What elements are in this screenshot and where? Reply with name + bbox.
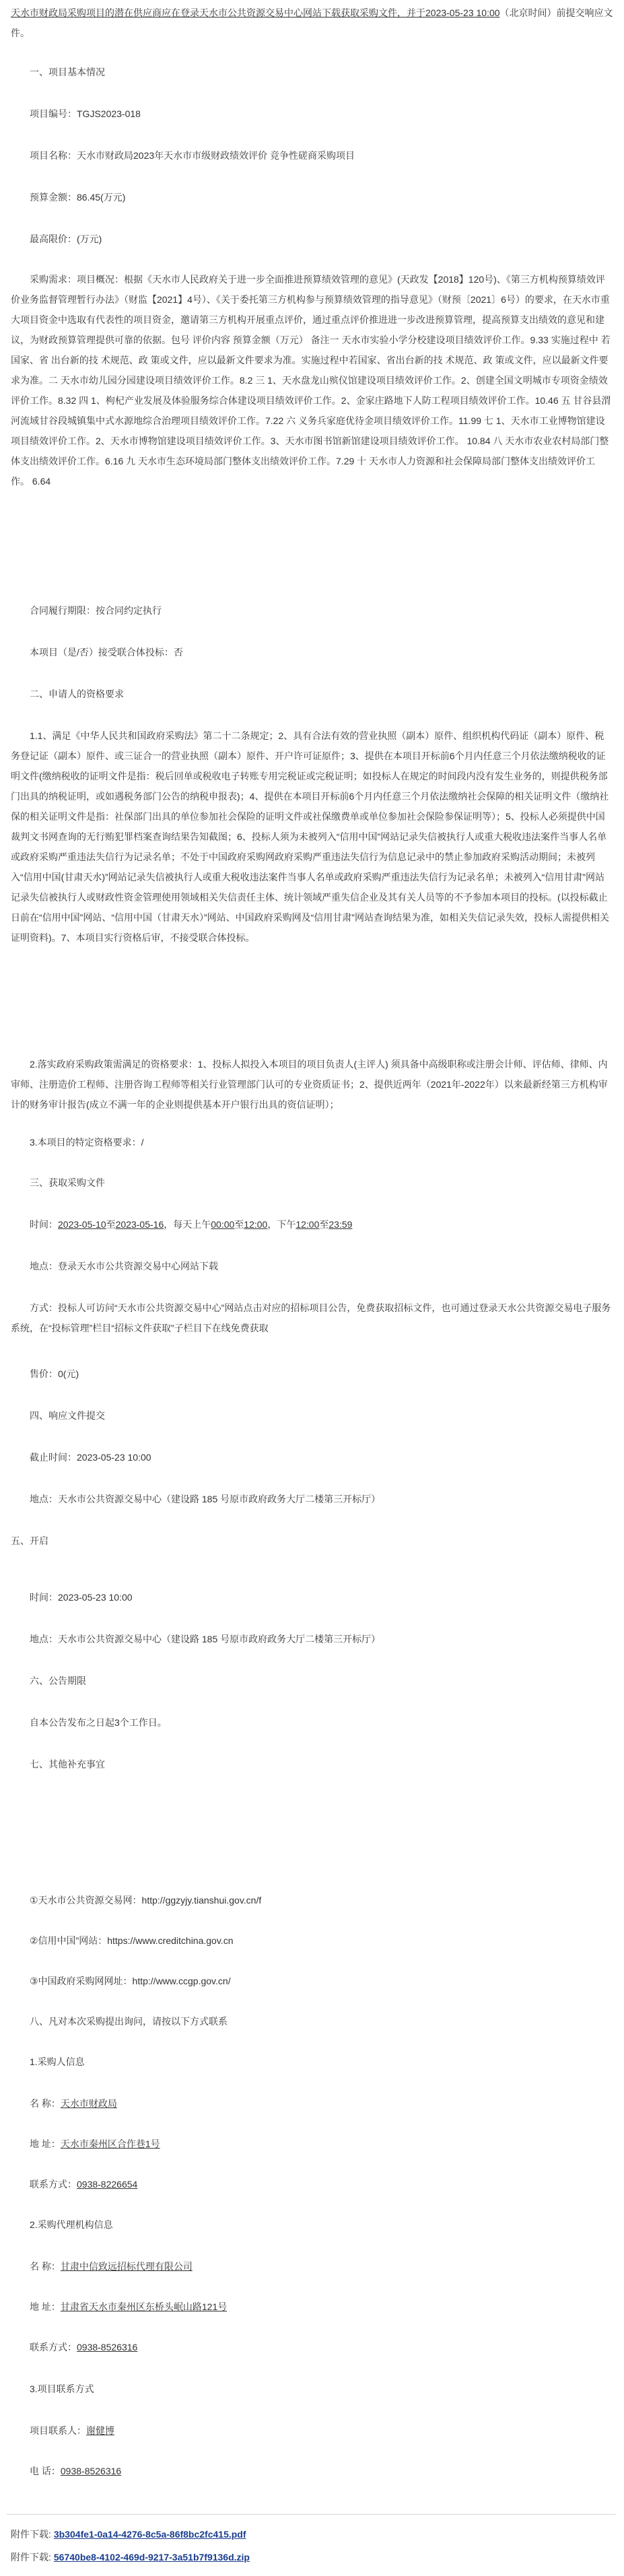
attachment-row-2 bbox=[11, 2547, 250, 2567]
time-label: 时间： bbox=[30, 1219, 58, 1230]
time-to: 2023-05-16 bbox=[115, 1219, 164, 1230]
procurement-demand: 采购需求：项目概况：根据《天水市人民政府关于进一步全面推进预算绩效管理的意见》(天政发【2018】120号)、《第三方机构预算绩效评价业务监督管理暂行办法》（财监【2021】4号）、《关于委托第三方机构参与预算绩效管理的指导意见》（财预〔2021〕6号）的要求，在天水市重大项目资金中选取有代表性的项目资金，邀请第三方机构开展重点评价，通过重点评价推进进一步改进预算管理，提高预算支出绩效的意见和建议，为财政预算管理提供可靠的依据。包号 评价内容 预算金额（万元） 备注一 天水市实验小学分校建设项目绩效评价工作。9.33 实施过程中 若国家、省 出台新的技 术规范、政 策或文件，应以最新文件要求为准。实施过程中若国家、省出台新的技 术规范、政 策或文件，应以最新文件要求为准。二 天水市幼儿园分园建设项目绩效评价工作。8.2 三 1、天水盘龙山殡仪馆建设项目绩效评价工作。2、创建全国文明城市专项资金绩效评价工作。8.32 四 1、枸杞产业发展及体验服务综合体建设项目绩效评价工作。2、金家庄路地下人防工程项目绩效评价工作。10.46 五 甘谷县渭河流域甘谷段城镇集中式水源地综合治理项目绩效评价工作。7.22 六 义务兵家庭优待金项目绩效评价工作。11.99 七 1、天水市工业博物馆建设项目绩效评价工作。2、天水市博物馆建设项目绩效评价工作。3、天水市图书馆新馆建设项目绩效评价工作。 10.84 八 天水市农业农村局部门整体支出绩效评价工作。6.16 九 天水市生态环境局部门整体支出绩效评价工作。7.29 十 天水市人力资源和社会保障局部门整体支出绩效评价工作。 6.64 bbox=[11, 274, 611, 487]
am-to: 12:00 bbox=[244, 1219, 268, 1230]
buyer-addr-row bbox=[11, 2134, 613, 2154]
agency-name: 甘肃中信致远招标代理有限公司 bbox=[60, 2261, 193, 2272]
agency-addr-label: 地 址： bbox=[30, 2301, 61, 2312]
buyer-name-row bbox=[11, 2093, 613, 2114]
link-ccgp[interactable]: ③中国政府采购网网址：http://www.ccgp.gov.cn/ bbox=[30, 1976, 231, 1986]
requirement-2: 2.落实政府采购政策需满足的资格要求：1、投标人拟投入本项目的项目负责人(主评人) 须具备中高级职称或注册会计师、评估师、律师、内审师、注册造价工程师、注册咨询工程师等相关行业管理部门认可的专业资质证书；2、提供近两年（2021年-2022年）以来最新经第三方机构审计的财务审计报告(成立不满一年的企业则提供基本开户银行出具的资信证明）； bbox=[11, 1059, 608, 1110]
contact-person-label: 项目联系人： bbox=[30, 2425, 86, 2436]
agency-heading: 2.采购代理机构信息 bbox=[30, 2219, 113, 2230]
pm-from: 12:00 bbox=[296, 1219, 320, 1230]
time-daily: ，每天上午 bbox=[164, 1219, 211, 1230]
section-5-heading: 五、开启 bbox=[11, 1535, 48, 1546]
attachment-label: 附件下载: bbox=[11, 2552, 51, 2563]
acquire-place: 地点：登录天水市公共资源交易中心网站下载 bbox=[30, 1261, 218, 1272]
buyer-name: 天水市财政局 bbox=[60, 2098, 117, 2109]
agency-phone-label: 联系方式： bbox=[30, 2342, 77, 2353]
am-from: 00:00 bbox=[211, 1219, 235, 1230]
open-time: 时间：2023-05-23 10:00 bbox=[30, 1592, 133, 1603]
pm-to: 23:59 bbox=[328, 1219, 353, 1230]
section-4-heading: 四、响应文件提交 bbox=[30, 1410, 105, 1421]
budget-amount: 预算金额：86.45(万元) bbox=[30, 192, 126, 203]
section-8-heading: 八、凡对本次采购提出询问，请按以下方式联系 bbox=[30, 2016, 228, 2027]
agency-phone-row bbox=[11, 2337, 613, 2357]
link-tianshui[interactable]: ①天水市公共资源交易网：http://ggzyjy.tianshui.gov.cn/f bbox=[30, 1895, 262, 1906]
project-name: 项目名称：天水市财政局2023年天水市市级财政绩效评价 竞争性磋商采购项目 bbox=[30, 150, 355, 161]
contact-heading: 3.项目联系方式 bbox=[30, 2383, 94, 2394]
attachment-link-pdf[interactable]: 3b304fe1-0a14-4276-8c5a-86f8bc2fc415.pdf bbox=[53, 2529, 246, 2540]
section-6-heading: 六、公告期限 bbox=[30, 1675, 86, 1686]
intro-paragraph bbox=[11, 3, 613, 43]
section-3-heading: 三、获取采购文件 bbox=[30, 1177, 105, 1188]
buyer-phone: 0938-8226654 bbox=[77, 2179, 138, 2190]
contract-period: 合同履行期限：按合同约定执行 bbox=[30, 605, 162, 616]
time-from: 2023-05-10 bbox=[58, 1219, 106, 1230]
open-place: 地点：天水市公共资源交易中心（建设路 185 号原市政府政务大厅二楼第三开标厅） bbox=[30, 1634, 381, 1644]
consortium-info: 本项目（是/否）接受联合体投标：否 bbox=[30, 647, 183, 658]
contact-person-row bbox=[11, 2421, 613, 2441]
buyer-addr-label: 地 址： bbox=[30, 2138, 61, 2149]
attachment-link-zip[interactable]: 56740be8-4102-469d-9217-3a51b7f9136d.zip bbox=[53, 2552, 250, 2563]
section-7-heading: 七、其他补充事宜 bbox=[30, 1759, 105, 1770]
agency-addr: 甘肃省天水市秦州区东桥头岷山路121号 bbox=[60, 2301, 228, 2312]
buyer-heading: 1.采购人信息 bbox=[30, 2056, 85, 2067]
contact-person: 谢健博 bbox=[86, 2425, 114, 2436]
agency-addr-row bbox=[11, 2297, 613, 2317]
submit-deadline: 截止时间：2023-05-23 10:00 bbox=[30, 1452, 151, 1463]
agency-name-label: 名 称： bbox=[30, 2261, 61, 2272]
pm-label: ，下午 bbox=[267, 1219, 296, 1230]
max-price: 最高限价：(万元) bbox=[30, 234, 102, 244]
requirement-1: 1.1、满足《中华人民共和国政府采购法》第二十二条规定；2、具有合法有效的营业执照（副本）原件、组织机构代码证（副本）原件、税务登记证（副本）原件、或三证合一的营业执照（副本）原件、开户许可证原件；3、提供在本项目开标前6个月内任意三个月依法缴纳税收的证明文件(缴纳税收的证明文件是指：税后回单或税收电子转账专用完税证或完税证明；如投标人在规定的时间段内没有发生业务的，则提供税务部门出具的纳税证明，或如遇税务部门公告的纳税申报表)；4、提供在本项目开标前6个月内任意三个月依法缴纳社会保障的相关证明文件（缴纳社保的相关证明文件是指：社保部门出具的单位参加社会保险的证明文件或社保缴费单或单位参加社会保险参保证明等）；5、投标人必须提供中国裁判文书网查询的无行贿犯罪档案查询结果告知截图；6、投标人须为未被列入“信用中国”网站记录失信被执行人或重大税收违法案件当事人名单或政府采购严重违法失信行为记录名单；不处于中国政府采购网政府采购严重违法失信行为信息记录中的禁止参加政府采购活动期间；未被列入“信用中国(甘肃天水)”网站记录失信被执行人或重大税收违法案件当事人名单或政府采购严重违法失信行为记录名单；未被列入“信用甘肃”网站记录失信被执行人或财政性资金管理使用领域相关失信责任主体、统计领域严重失信企业及其有关人员等的不予参加本项目的投标。(以投标截止日前在“信用中国”网站、“信用中国（甘肃天水）”网站、中国政府采购网及“信用甘肃”网站查询结果为准，如相关失信记录失效，投标人需提供相关证明资料)。7、本项目实行资格后审，不接受联合体投标。 bbox=[11, 730, 609, 943]
contact-phone-row bbox=[11, 2461, 613, 2481]
notice-period: 自本公告发布之日起3个工作日。 bbox=[30, 1717, 167, 1728]
intro-text-end: （北京时间）前提交响应文件。 bbox=[11, 7, 613, 38]
buyer-addr: 天水市秦州区合作巷1号 bbox=[60, 2138, 160, 2149]
intro-text: 天水市财政局采购项目的潜在供应商应在登录天水市公共资源交易中心网站下载获取采购文件，并于 bbox=[11, 7, 425, 18]
buyer-phone-label: 联系方式： bbox=[30, 2179, 77, 2190]
pm-sep: 至 bbox=[319, 1219, 329, 1230]
section-2-heading: 二、申请人的资格要求 bbox=[30, 689, 124, 699]
link-creditchina[interactable]: ②信用中国”网站：https://www.creditchina.gov.cn bbox=[30, 1935, 234, 1946]
acquire-time bbox=[11, 1214, 613, 1234]
section-1-heading: 一、项目基本情况 bbox=[30, 67, 105, 77]
document-price: 售价：0(元) bbox=[30, 1368, 79, 1379]
attachment-label: 附件下载: bbox=[11, 2529, 51, 2540]
contact-phone-label: 电 话： bbox=[30, 2466, 61, 2476]
agency-phone: 0938-8526316 bbox=[77, 2342, 138, 2353]
buyer-name-label: 名 称： bbox=[30, 2098, 61, 2109]
requirement-3: 3.本项目的特定资格要求：/ bbox=[30, 1137, 144, 1148]
project-number: 项目编号：TGJS2023-018 bbox=[30, 108, 141, 119]
submit-place: 地点：天水市公共资源交易中心（建设路 185 号原市政府政务大厅二楼第三开标厅） bbox=[30, 1494, 381, 1504]
buyer-phone-row bbox=[11, 2174, 613, 2194]
agency-name-row bbox=[11, 2256, 613, 2276]
intro-deadline: 2023-05-23 10:00 bbox=[425, 7, 500, 18]
time-mid: 至 bbox=[106, 1219, 116, 1230]
attachment-section bbox=[7, 2514, 616, 2574]
attachment-row-1 bbox=[11, 2524, 246, 2544]
am-sep: 至 bbox=[234, 1219, 244, 1230]
contact-phone: 0938-8526316 bbox=[60, 2466, 122, 2476]
acquire-method: 方式：投标人可访问“天水市公共资源交易中心”网站点击对应的招标项目公告，免费获取招标文件，也可通过登录天水公共资源交易电子服务系统，在“投标管理”栏目“招标文件获取”子栏目下在线免费获取 bbox=[11, 1302, 611, 1333]
